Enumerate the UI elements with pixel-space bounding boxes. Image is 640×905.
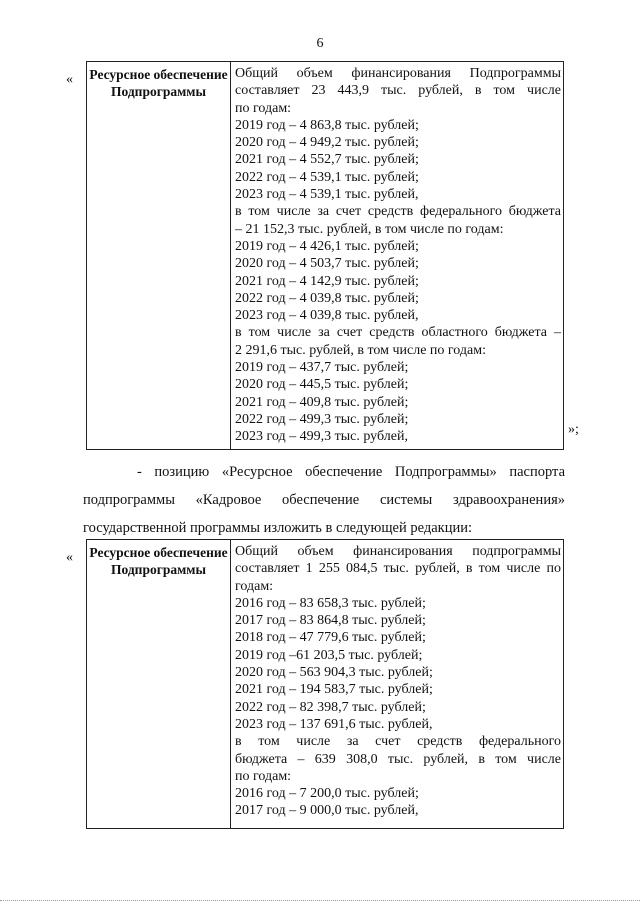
- page-bottom-rule: [0, 900, 640, 901]
- table2-line: 2017 год – 83 864,8 тыс. рублей;: [235, 613, 426, 629]
- table2-line: 2019 год –61 203,5 тыс. рублей;: [235, 647, 423, 663]
- paragraph-line-1: - позицию «Ресурсное обеспечение Подпрограммы» паспорта: [137, 464, 565, 480]
- table2-line: бюджета – 639 308,0 тыс. рублей, в том числе: [235, 751, 561, 767]
- table2-line: 2016 год – 7 200,0 тыс. рублей;: [235, 786, 419, 802]
- table1-line: 2 291,6 тыс. рублей, в том числе по годам:: [235, 342, 486, 358]
- table2-line: составляет 1 255 084,5 тыс. рублей, в том числе по: [235, 561, 561, 577]
- table2-line: 2021 год – 194 583,7 тыс. рублей;: [235, 682, 433, 698]
- table1-line: 2023 год – 499,3 тыс. рублей,: [235, 429, 408, 445]
- table1-line: 2020 год – 445,5 тыс. рублей;: [235, 377, 409, 393]
- table1-line: 2022 год – 4 539,1 тыс. рублей;: [235, 169, 419, 185]
- resource-details-cell-1: [231, 62, 563, 449]
- table1-line: 2021 год – 4 552,7 тыс. рублей;: [235, 152, 419, 168]
- table2-line: 2018 год – 47 779,6 тыс. рублей;: [235, 630, 426, 646]
- opening-quote-2: «: [66, 550, 73, 565]
- table1-line: 2023 год – 4 539,1 тыс. рублей,: [235, 187, 419, 203]
- table1-line: 2019 год – 437,7 тыс. рублей;: [235, 360, 409, 376]
- table1-line: 2019 год – 4 863,8 тыс. рублей;: [235, 117, 419, 133]
- table1-line: 2020 год – 4 503,7 тыс. рублей;: [235, 256, 419, 272]
- paragraph-line-3: государственной программы изложить в следующей редакции:: [83, 520, 473, 536]
- table1-line: 2019 год – 4 426,1 тыс. рублей;: [235, 238, 419, 254]
- table1-line: Общий объем финансирования Подпрограммы: [235, 66, 561, 81]
- table1-line: 2022 год – 499,3 тыс. рублей;: [235, 411, 409, 427]
- table2-line: в том числе за счет средств федерального: [235, 734, 561, 750]
- table2-line: 2017 год – 9 000,0 тыс. рублей,: [235, 803, 419, 819]
- table1-line: – 21 152,3 тыс. рублей, в том числе по годам:: [235, 221, 504, 237]
- paragraph-line-2: подпрограммы «Кадровое обеспечение системы здравоохранения»: [83, 492, 565, 508]
- resource-table-1: [86, 61, 564, 450]
- table2-line: годам:: [235, 578, 274, 594]
- resource-title-cell-2: Ресурсное обеспечение Подпрограммы: [87, 540, 231, 828]
- table1-line: по годам:: [235, 100, 292, 116]
- table2-line: 2016 год – 83 658,3 тыс. рублей;: [235, 595, 426, 611]
- closing-quote-1: »;: [568, 422, 579, 437]
- table2-line: Общий объем финансирования подпрограммы: [235, 544, 561, 559]
- table1-line: 2023 год – 4 039,8 тыс. рублей,: [235, 308, 419, 324]
- table2-line: 2020 год – 563 904,3 тыс. рублей;: [235, 665, 433, 681]
- table1-line: 2020 год – 4 949,2 тыс. рублей;: [235, 135, 419, 151]
- table1-line: 2021 год – 409,8 тыс. рублей;: [235, 394, 409, 410]
- resource-details-cell-2: [231, 540, 563, 828]
- table1-line: составляет 23 443,9 тыс. рублей, в том числе: [235, 83, 561, 99]
- resource-table-2: [86, 539, 564, 829]
- table2-line: по годам:: [235, 768, 292, 784]
- table1-line: в том числе за счет средств областного бюджета –: [235, 325, 561, 341]
- page-number: 6: [316, 36, 324, 51]
- table1-line: 2021 год – 4 142,9 тыс. рублей;: [235, 273, 419, 289]
- opening-quote-1: «: [66, 72, 73, 87]
- instruction-paragraph: [83, 458, 565, 542]
- table1-line: 2022 год – 4 039,8 тыс. рублей;: [235, 290, 419, 306]
- table2-line: 2022 год – 82 398,7 тыс. рублей;: [235, 699, 426, 715]
- table1-line: в том числе за счет средств федерального бюджета: [235, 204, 561, 220]
- resource-title-cell-1: Ресурсное обеспечение Подпрограммы: [87, 62, 231, 449]
- table2-line: 2023 год – 137 691,6 тыс. рублей,: [235, 716, 433, 732]
